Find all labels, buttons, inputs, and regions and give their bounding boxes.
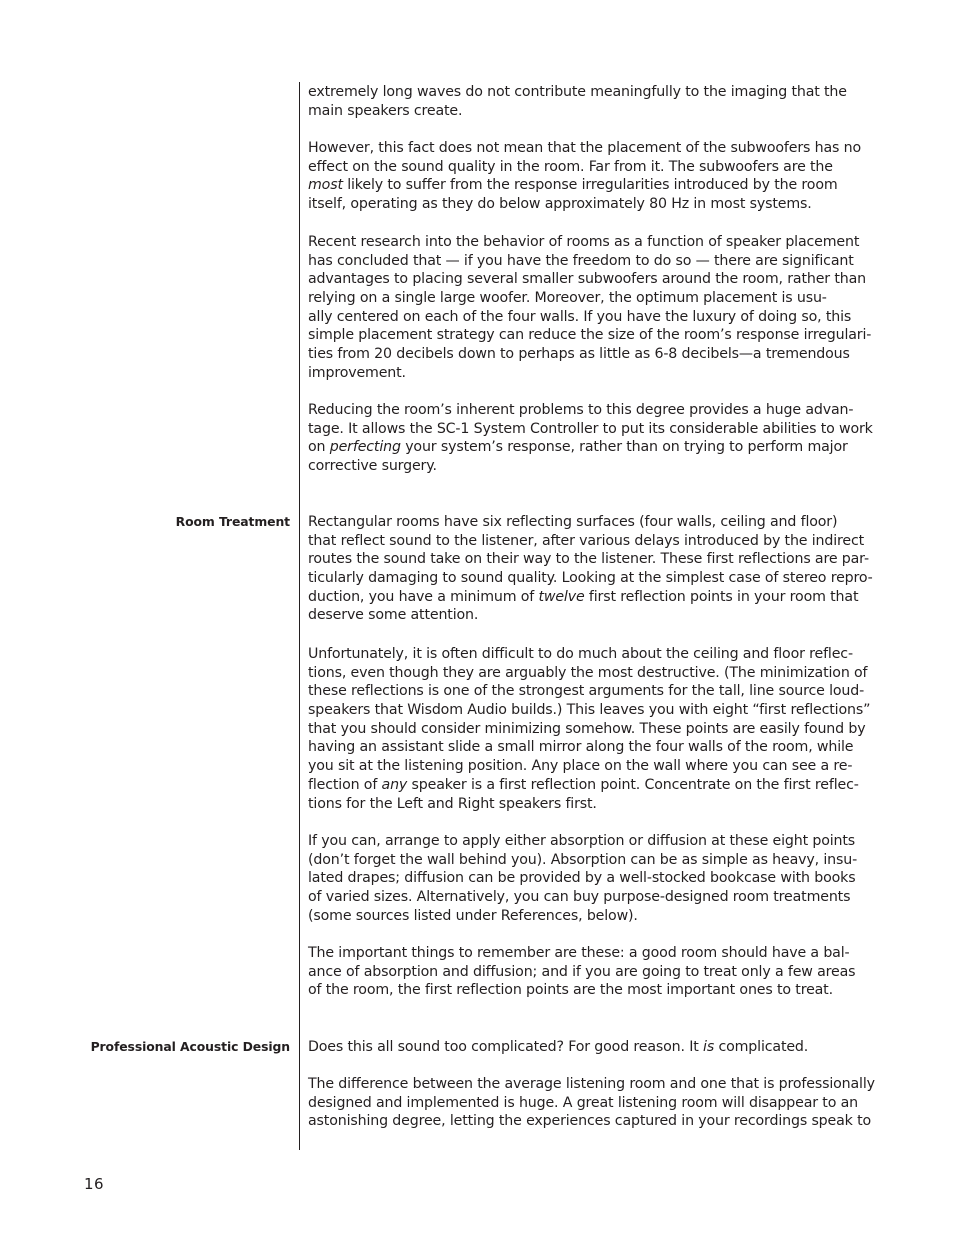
text-run: you sit at the listening position. Any place on the wall where you can see a re- — [308, 758, 853, 775]
paragraph — [308, 832, 858, 925]
text-line — [308, 701, 871, 720]
text-line — [308, 944, 848, 963]
text-line — [308, 645, 853, 664]
text-line — [308, 270, 866, 289]
text-run: itself, operating as they do below approximately 80 Hz in most systems. — [308, 196, 812, 213]
text-line — [308, 1038, 848, 1057]
text-line — [308, 720, 866, 739]
text-run: that you should consider minimizing somehow. These points are easily found by — [308, 720, 866, 737]
text-run: complicated. — [714, 1039, 809, 1055]
text-line — [308, 457, 848, 476]
italic-text: is — [703, 1039, 715, 1055]
text-line — [308, 1075, 875, 1094]
text-run: (some sources listed under References, below). — [308, 907, 638, 924]
text-run: tions, even though they are arguably the most destructive. (The minimization of — [308, 664, 868, 681]
text-run: lated drapes; diffusion can be provided by a well-stocked bookcase with books — [308, 870, 856, 887]
text-line — [308, 513, 848, 532]
text-run: that reflect sound to the listener, after various delays introduced by the indirect — [308, 532, 865, 549]
text-line — [308, 532, 865, 551]
text-line — [308, 195, 848, 214]
paragraph — [308, 139, 861, 214]
text-line — [308, 550, 869, 569]
text-run: If you can, arrange to apply either absorption or diffusion at these eight points — [308, 833, 856, 849]
text-line — [308, 233, 860, 252]
section-heading-room-treatment: Room Treatment — [175, 514, 290, 529]
text-run: improvement. — [308, 364, 406, 381]
text-line — [308, 364, 848, 383]
text-line — [308, 776, 859, 795]
paragraph — [308, 645, 871, 813]
paragraph — [308, 401, 873, 476]
italic-text: any — [381, 776, 408, 793]
text-line — [308, 289, 848, 308]
text-run: duction, you have a minimum of — [308, 588, 539, 605]
text-run: effect on the sound quality in the room. Far from it. The subwoofers are the — [308, 158, 833, 175]
text-line — [308, 158, 848, 177]
text-run: Rectangular rooms have six reflecting surfaces (four walls, ceiling and floor) — [308, 514, 838, 530]
text-line — [308, 326, 872, 345]
text-line — [308, 308, 852, 327]
text-run: Does this all sound too complicated? For good reason. It — [308, 1039, 704, 1055]
text-run: speaker is a first reflection point. Concentrate on the first reflec- — [407, 776, 859, 793]
text-run: ally centered on each of the four walls. If you have the luxury of doing so, this — [308, 308, 852, 325]
text-line — [308, 139, 861, 158]
text-line — [308, 757, 853, 776]
text-run: tage. It allows the SC-1 System Controller to put its considerable abilities to work — [308, 420, 873, 437]
text-line — [308, 907, 848, 926]
text-run: designed and implemented is huge. A great listening room will disappear to an — [308, 1094, 858, 1111]
text-run: has concluded that — if you have the freedom to do so — there are significant — [308, 252, 854, 269]
text-run: speakers that Wisdom Audio builds.) This leaves you with eight “first reflections” — [308, 702, 871, 719]
text-run: of varied sizes. Alternatively, you can buy purpose-designed room treatments — [308, 889, 851, 906]
text-run: astonishing degree, letting the experiences captured in your recordings speak to — [308, 1113, 872, 1130]
text-run: main speakers create. — [308, 102, 463, 119]
paragraph — [308, 513, 873, 625]
text-line — [308, 738, 854, 757]
text-line — [308, 420, 873, 439]
text-line — [308, 438, 848, 457]
paragraph — [308, 1075, 875, 1131]
text-line — [308, 401, 854, 420]
text-run: advantages to placing several smaller subwoofers around the room, rather than — [308, 271, 866, 288]
text-line — [308, 963, 856, 982]
paragraph — [308, 233, 872, 383]
text-run: flection of — [308, 776, 382, 793]
text-line — [308, 1094, 858, 1113]
italic-text: perfecting — [329, 439, 401, 456]
paragraph — [308, 944, 856, 1000]
text-line — [308, 176, 848, 195]
page-number: 16 — [84, 1175, 105, 1193]
text-line — [308, 869, 856, 888]
text-run: simple placement strategy can reduce the size of the room’s response irregulari- — [308, 327, 872, 344]
text-run: first reflection points in your room that — [584, 588, 859, 605]
text-run: However, this fact does not mean that the placement of the subwoofers has no — [308, 140, 861, 156]
text-line — [308, 832, 856, 851]
text-line — [308, 888, 851, 907]
text-run: relying on a single large woofer. Moreover, the optimum placement is usu- — [308, 290, 827, 307]
text-run: tions for the Left and Right speakers first. — [308, 795, 597, 812]
text-line — [308, 588, 859, 607]
text-line — [308, 569, 873, 588]
text-line — [308, 795, 848, 814]
text-line — [308, 851, 858, 870]
text-run: Unfortunately, it is often difficult to do much about the ceiling and floor reflec- — [308, 646, 853, 662]
text-line — [308, 981, 848, 1000]
text-run: your system’s response, rather than on trying to perform major — [400, 439, 848, 456]
text-run: (don’t forget the wall behind you). Absorption can be as simple as heavy, insu- — [308, 851, 858, 868]
text-run: The important things to remember are these: a good room should have a bal- — [308, 945, 850, 961]
text-line — [308, 252, 854, 271]
text-run: of the room, the first reflection points are the most important ones to treat. — [308, 982, 833, 999]
text-run: deserve some attention. — [308, 607, 479, 624]
italic-text: twelve — [538, 588, 585, 605]
text-run: on — [308, 439, 330, 456]
text-run: ticularly damaging to sound quality. Looking at the simplest case of stereo repro- — [308, 570, 873, 587]
text-line — [308, 83, 848, 102]
text-line — [308, 606, 848, 625]
text-line — [308, 682, 865, 701]
text-line — [308, 345, 848, 364]
paragraph — [308, 83, 848, 120]
text-run: Recent research into the behavior of rooms as a function of speaker placement — [308, 234, 860, 250]
text-run: routes the sound take on their way to the listener. These first reflections are par- — [308, 551, 869, 568]
section-heading-professional-acoustic-design: Professional Acoustic Design — [90, 1039, 290, 1054]
column-rule — [299, 82, 300, 1150]
text-line — [308, 1112, 872, 1131]
text-run: having an assistant slide a small mirror along the four walls of the room, while — [308, 739, 854, 756]
text-run: extremely long waves do not contribute meaningfully to the imaging that the — [308, 84, 847, 100]
text-run: ties from 20 decibels down to perhaps as little as 6-8 decibels—a tremendous — [308, 346, 850, 363]
text-run: Reducing the room’s inherent problems to this degree provides a huge advan- — [308, 402, 854, 418]
text-run: corrective surgery. — [308, 458, 437, 475]
text-run: likely to suffer from the response irregularities introduced by the room — [342, 177, 838, 194]
text-line — [308, 664, 868, 683]
text-run: The difference between the average listening room and one that is professionally — [308, 1076, 875, 1092]
paragraph — [308, 1038, 848, 1057]
text-line — [308, 102, 848, 121]
text-run: ance of absorption and diffusion; and if you are going to treat only a few areas — [308, 963, 856, 980]
italic-text: most — [308, 177, 343, 194]
text-run: these reflections is one of the strongest arguments for the tall, line source loud- — [308, 683, 865, 700]
